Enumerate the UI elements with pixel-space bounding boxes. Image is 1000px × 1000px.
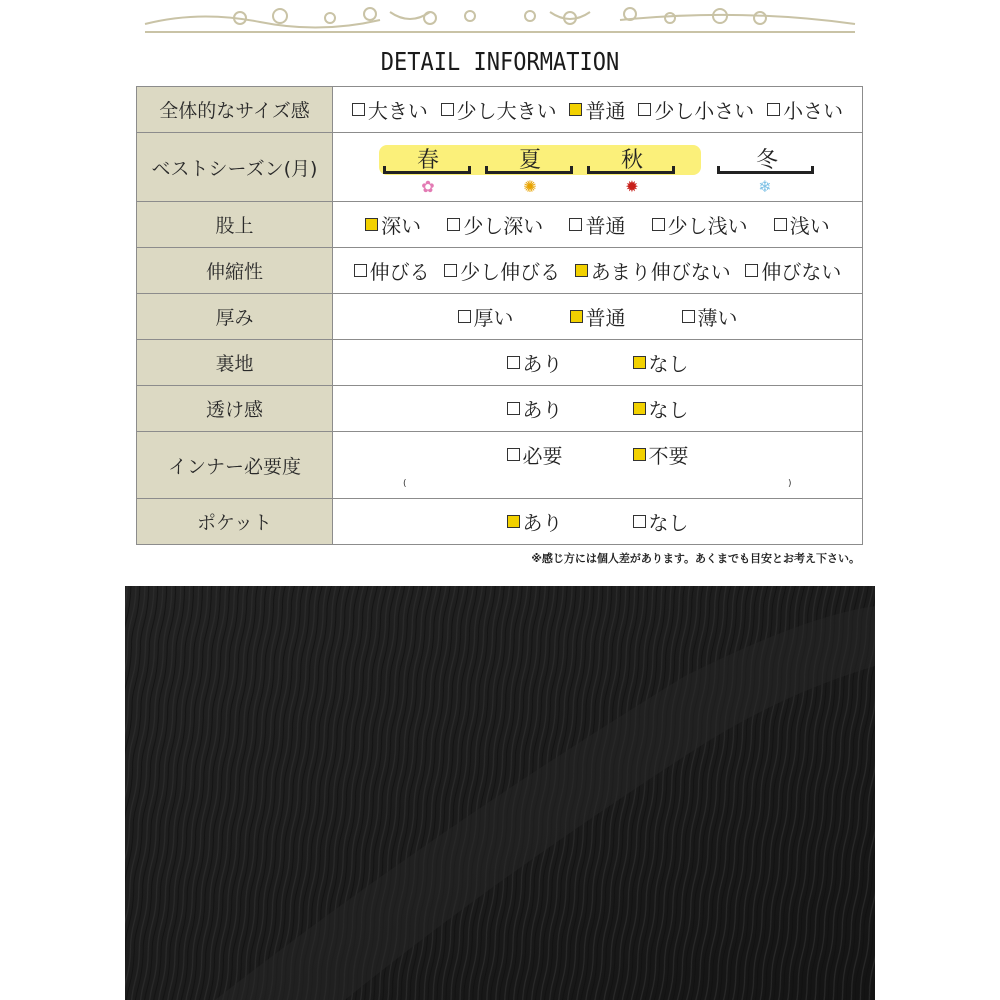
row-lining [137,340,863,386]
thickness-option [570,302,626,331]
season-winter: 冬 [755,148,778,173]
stretch-option [444,256,560,285]
thickness-option [682,302,738,331]
row-label: 股上 [137,202,333,248]
row-label: 厚み [137,294,333,340]
checked-box-icon [633,356,646,369]
lining-option [633,348,689,377]
option-label: なし [648,511,689,535]
option-label: あり [522,398,563,422]
option-label: 不要 [648,444,689,468]
stretch-option [575,256,731,285]
season-autumn: 秋 [620,148,643,173]
row-label: ポケット [137,499,333,545]
season-summer: 夏 [518,148,541,173]
size-options [333,95,862,124]
pocket-option [633,507,689,536]
row-inner [137,432,863,499]
row-season [137,133,863,202]
unchecked-box-icon [745,264,758,277]
unchecked-box-icon [507,402,520,415]
rise-option [365,210,421,239]
option-label: 少し深い [463,214,544,238]
checked-box-icon [507,515,520,528]
ornament-divider [140,2,860,38]
unchecked-box-icon [569,218,582,231]
row-rise [137,202,863,248]
stretch-options [333,256,862,285]
unchecked-box-icon [682,310,695,323]
option-label: なし [648,352,689,376]
rise-option [447,210,543,239]
paren-close: ) [788,479,792,489]
stretch-option [745,256,841,285]
option-label: 薄い [697,306,738,330]
option-label: 浅い [789,214,830,238]
inner-option [507,440,563,469]
unchecked-box-icon [507,356,520,369]
rise-options [333,210,862,239]
pocket-options [333,507,862,536]
thickness-options [333,302,862,331]
row-label: 伸縮性 [137,248,333,294]
row-sheerness [137,386,863,432]
option-label: あまり伸びない [590,260,731,284]
size-option [352,95,428,124]
option-label: 必要 [522,444,563,468]
option-label: 少し小さい [654,99,755,123]
unchecked-box-icon [444,264,457,277]
fabric-photo [125,586,875,1000]
unchecked-box-icon [354,264,367,277]
unchecked-box-icon [633,515,646,528]
row-label: ベストシーズン(月) [137,133,333,202]
option-label: なし [648,398,689,422]
unchecked-box-icon [774,218,787,231]
option-label: 伸びない [761,260,842,284]
unchecked-box-icon [447,218,460,231]
unchecked-box-icon [352,103,365,116]
unchecked-box-icon [652,218,665,231]
sheerness-option [633,394,689,423]
row-label: 全体的なサイズ感 [137,87,333,133]
sheerness-option [507,394,563,423]
row-pocket [137,499,863,545]
spec-table [136,86,863,545]
option-label: 普通 [585,214,626,238]
option-label: 少し伸びる [460,260,561,284]
option-label: 厚い [473,306,514,330]
season-spring: 春 [416,148,439,173]
option-label: 伸びる [369,260,430,284]
rise-option [569,210,625,239]
checked-box-icon [365,218,378,231]
stretch-option [354,256,430,285]
rise-option [774,210,830,239]
paren-open: ( [403,479,407,489]
option-label: 少し浅い [667,214,748,238]
pocket-option [507,507,563,536]
unchecked-box-icon [441,103,454,116]
option-label: 普通 [585,99,626,123]
unchecked-box-icon [767,103,780,116]
size-option [767,95,843,124]
flower-icon: ✿ [421,177,435,196]
row-stretch [137,248,863,294]
row-thickness [137,294,863,340]
row-label: 裏地 [137,340,333,386]
rise-option [652,210,748,239]
option-label: あり [522,511,563,535]
maple-leaf-icon: ✹ [625,177,639,196]
sheerness-options [333,394,862,423]
thickness-option [458,302,514,331]
inner-option [633,440,689,469]
sunflower-icon: ✺ [523,177,537,196]
option-label: 大きい [367,99,428,123]
size-option [441,95,557,124]
option-label: 深い [381,214,422,238]
unchecked-box-icon [507,448,520,461]
lining-options [333,348,862,377]
inner-options [333,440,862,469]
disclaimer-note: ※感じ方には個人差があります。あくまでも目安とお考え下さい。 [531,552,860,565]
option-label: 少し大きい [456,99,557,123]
option-label: あり [522,352,563,376]
unchecked-box-icon [638,103,651,116]
snowflake-icon: ❄ [758,177,772,196]
page-title: DETAIL INFORMATION [380,48,620,77]
checked-box-icon [633,402,646,415]
checked-box-icon [575,264,588,277]
row-label: インナー必要度 [137,432,333,499]
row-label: 透け感 [137,386,333,432]
option-label: 小さい [783,99,844,123]
checked-box-icon [569,103,582,116]
lining-option [507,348,563,377]
season-scale [333,137,862,197]
checked-box-icon [570,310,583,323]
checked-box-icon [633,448,646,461]
row-size [137,87,863,133]
unchecked-box-icon [458,310,471,323]
option-label: 普通 [585,306,626,330]
size-option [638,95,754,124]
size-option [569,95,625,124]
